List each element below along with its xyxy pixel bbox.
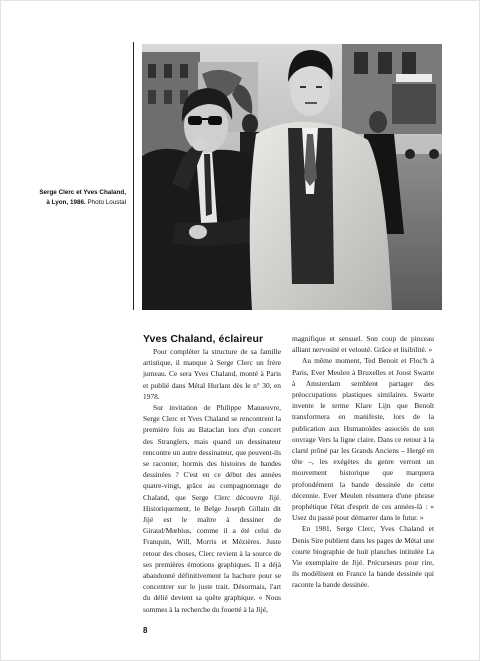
portrait-photo	[142, 44, 442, 310]
paragraph: Au même moment, Ted Benoit et Floc'h à Paris, Ever Meulen à Bruxelles et Joost Swarte à Amsterdam semblent partager des préoccupations plastiques similaires. Swarte invente le terme Klare Lijn que Benoît transformera en manifeste, lors de la publication aux Humanoïdes associés de son ouvrage Vers la ligne claire. Dans ce retour à la clarté prôné par les Grands Anciens – Hergé en tête –, les exégètes du genre verront un mouvement historique que marquera profondément la bande dessinée de cette décennie. Ever Meulen résumera d'une phrase prophétique l'état d'esprit de ces années-là : « Usez du passé pour démarrer dans le futur. »	[292, 356, 434, 523]
article-column-2	[292, 333, 434, 591]
paragraph: magnifique et sensuel. Son coup de pinceau alliant nervosité et velouté. Grâce et lisibilité. »	[292, 334, 434, 355]
caption-line	[24, 198, 126, 208]
article-heading: Yves Chaland, éclaireur	[143, 333, 264, 345]
paragraph: Sur invitation de Philippe Manœuvre, Serge Clerc et Yves Chaland se rencontrent la première fois au Bataclan lors d'un concert des Stranglers, mais quand un dessinateur rencontre un autre dessinateur, que peuvent-ils se raconter, hormis des histoires de bandes dessinées ? C'est en ce début des années quatre-vingt, grâce au compagnonnage de Chaland, que Serge Clerc découvre Jijé. Historiquement, le Belge Joseph Gillain dit Jijé est le maître à dessiner de Giraud/Mœbius, comme il a été celui de Franquin, Will, Morris et Mézières. Juste retour des choses, Clerc revient à la source de ses premières émotions graphiques. Il a déjà abandonné définitivement la hachure pour se concentrer sur le juste trait. Désormais, l'art du délié devient sa quête graphique. « Nous sommes à la recherche du fouetté à la Jijé,	[143, 403, 281, 614]
caption-divider	[133, 42, 134, 310]
caption-place-date: à Lyon, 1986.	[46, 199, 86, 206]
page-number: 8	[143, 626, 148, 635]
paragraph: Pour compléter la structure de sa famille artistique, il manque à Serge Clerc un frère jumeau. Ce sera Yves Chaland, monté à Paris et publié dans Métal Hurlant dès le n° 30, en 1978.	[143, 347, 281, 401]
photo-credit: Photo Loustal	[87, 199, 126, 206]
article-column-1	[143, 346, 281, 615]
photo-caption	[24, 188, 126, 208]
caption-line: Serge Clerc et Yves Chaland,	[39, 189, 126, 196]
paragraph: En 1981, Serge Clerc, Yves Chaland et Denis Sire publient dans les pages de Métal une courte biographie de huit planches intitulée La Vie exemplaire de Jijé. Précurseurs pour rire, ils modélisent en France la bande dessinée qui raconte la bande dessinée.	[292, 524, 434, 590]
